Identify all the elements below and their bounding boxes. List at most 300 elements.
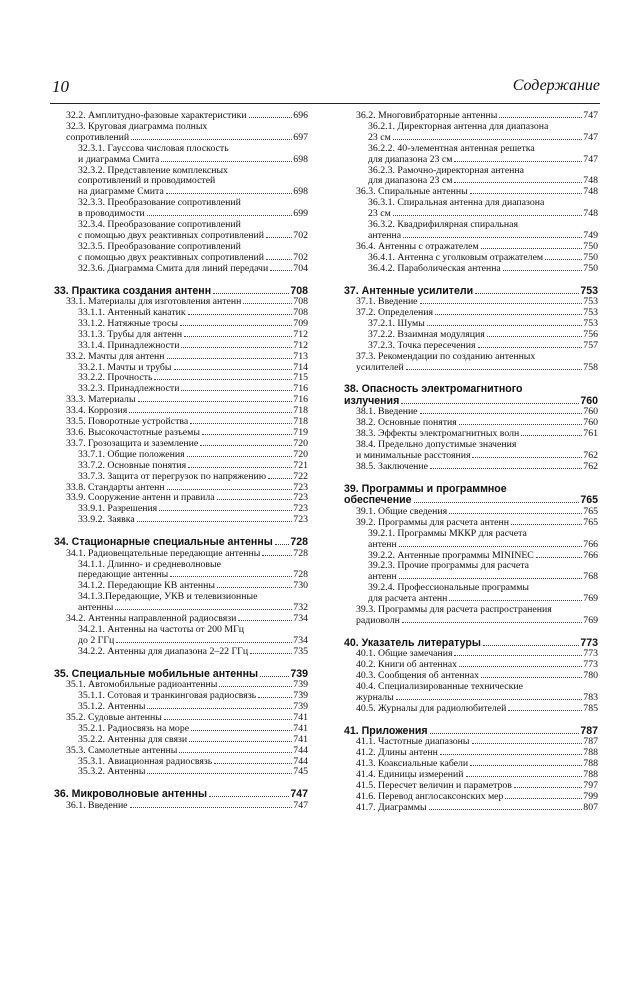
toc-page-number: 712 — [293, 328, 308, 340]
toc-page-number: 747 — [583, 131, 598, 143]
toc-page-number: 715 — [293, 372, 308, 384]
toc-entry — [344, 561, 598, 583]
dot-leader — [393, 215, 583, 216]
toc-entry-title: 41. Приложения — [344, 724, 428, 737]
dot-leader — [217, 587, 292, 588]
dot-leader — [270, 270, 292, 271]
toc-page-number: 765 — [580, 494, 598, 507]
toc-entry-title: 34.2.1. Антенны на частоты от 200 МГц — [78, 623, 245, 635]
dot-leader — [170, 576, 292, 577]
toc-entry — [54, 144, 308, 166]
toc-page-number: 748 — [583, 175, 598, 187]
toc-page-number: 708 — [293, 296, 308, 308]
toc-entry-title: 36.2. Многовибраторные антенны — [356, 110, 498, 121]
toc-entry — [54, 352, 308, 363]
toc-entry-title: 40.5. Журналы для радиолюбителей — [356, 702, 507, 714]
toc-entry — [344, 166, 598, 188]
toc-entry-title: 35.1. Автомобильные радиоантенны — [66, 679, 218, 691]
toc-page-number: 761 — [583, 428, 598, 440]
toc-entry-title: 37.1. Введение — [356, 296, 418, 308]
toc-page-number: 704 — [293, 262, 308, 274]
dot-leader — [475, 293, 579, 294]
dot-leader — [116, 642, 292, 643]
toc-page-number: 762 — [583, 450, 598, 462]
toc-entry-title: 33.3. Материалы — [66, 394, 136, 406]
toc-entry-title: 39.2.1. Программы МККР для расчета — [368, 527, 527, 539]
toc-entry-title: 34. Стационарные специальные антенны — [54, 536, 273, 549]
toc-entry-title: 38.4. Предельно допустимые значения — [356, 439, 517, 451]
header-rule — [50, 103, 600, 104]
toc-page-number: 708 — [293, 307, 308, 318]
dot-leader — [435, 314, 582, 315]
toc-entry-title: 33.1.1. Антенный канатик — [78, 307, 186, 318]
toc-entry-title: 39. Программы и программное — [344, 482, 507, 495]
toc-entry-title: 33.6. Высокочастотные разъемы — [66, 426, 200, 438]
toc-page-number: 723 — [293, 481, 308, 493]
toc-page-number: 702 — [293, 251, 308, 263]
toc-entry-title: 36.2.3. Рамочно-директорная антенна — [368, 164, 525, 176]
toc-entry — [54, 801, 308, 812]
toc-entry — [344, 605, 598, 627]
dot-leader — [249, 117, 293, 118]
toc-entry — [344, 704, 598, 715]
toc-entry-title: 33.5. Поворотные устройства — [66, 416, 189, 428]
toc-entry — [54, 264, 308, 275]
dot-leader — [545, 259, 582, 260]
toc-entry-title: 37.2.2. Взаимная модуляция — [368, 328, 485, 340]
toc-entry-title: 41.6. Перевод англосаксонских мер — [356, 790, 504, 802]
toc-page-number: 807 — [583, 801, 598, 813]
toc-entry-title: 36.4.1. Антенна с уголковым отражателем — [368, 251, 544, 263]
toc-entry-title: 33.2.2. Прочность — [78, 372, 153, 384]
toc-entry-title: 34.2.2. Антенны для диапазона 2–22 ГГц — [78, 645, 249, 657]
toc-page-number: 718 — [293, 416, 308, 428]
toc-page-number: 721 — [293, 459, 308, 471]
dot-leader — [454, 161, 582, 162]
toc-entry-title: 32.3.2. Представление комплексных — [78, 164, 228, 176]
toc-entry-title: 33.7. Грозозащита и заземление — [66, 437, 199, 449]
toc-entry-title: 40.2. Книги об антеннах — [356, 659, 458, 671]
toc-entry — [344, 440, 598, 462]
dot-leader — [164, 719, 293, 720]
toc-entry-title: 38.5. Заключение — [356, 460, 429, 472]
toc-page-number: 769 — [583, 593, 598, 605]
toc-entry-title: антенна — [368, 229, 402, 241]
dot-leader — [147, 708, 292, 709]
toc-entry-title: антенны — [78, 602, 114, 614]
toc-entry-title: 33.8. Стандарты антенн — [66, 481, 165, 493]
dot-leader — [131, 139, 292, 140]
dot-leader — [209, 796, 289, 797]
toc-page-number: 747 — [290, 788, 308, 801]
toc-page-number: 766 — [583, 549, 598, 561]
toc-entry-title: 36.4.2. Параболическая антенна — [368, 262, 501, 274]
dot-leader — [147, 773, 292, 774]
toc-entry-title: 35.3. Самолетные антенны — [66, 744, 178, 756]
toc-entry-title: 33.7.1. Общие положения — [78, 448, 185, 460]
toc-entry — [54, 647, 308, 658]
dot-leader — [213, 293, 289, 294]
toc-entry-title: 33.2. Мачты для антенн — [66, 350, 165, 362]
toc-entry-title: 36.2.1. Директорная антенна для диапазона — [368, 120, 549, 132]
toc-page-number: 748 — [583, 186, 598, 198]
dot-leader — [483, 645, 579, 646]
toc-entry-title: на диаграмме Смита — [78, 186, 164, 198]
toc-left-column — [54, 111, 308, 812]
dot-leader — [260, 676, 289, 677]
toc-entry-title: 33.9.1. Разрешения — [78, 503, 158, 515]
toc-page-number: 739 — [293, 679, 308, 691]
toc-entry-title: 34.1.2. Передающие КВ антенны — [78, 580, 215, 592]
dot-leader — [406, 369, 583, 370]
dot-leader — [238, 620, 292, 621]
toc-entry-title: с помощью двух реактивных сопротивлений — [78, 251, 264, 263]
toc-page-number: 723 — [293, 503, 308, 515]
toc-entry — [344, 682, 598, 704]
toc-right-column — [344, 111, 598, 814]
dot-leader — [190, 423, 292, 424]
toc-entry-title: 35.2.1. Радиосвязь на море — [78, 722, 190, 734]
toc-entry-title: 32.3.4. Преобразование сопротивлений — [78, 219, 241, 231]
toc-entry-title: 32.3. Круговая диаграмма полных — [66, 120, 208, 132]
dot-leader — [478, 347, 583, 348]
toc-page-number: 744 — [293, 755, 308, 767]
toc-entry-title: 32.3.5. Преобразование сопротивлений — [78, 240, 241, 252]
dot-leader — [181, 347, 292, 348]
dot-leader — [174, 369, 293, 370]
toc-entry-title: 33.1.4. Принадлежности — [78, 339, 180, 351]
toc-entry-title: 32.3.1. Гауссова числовая плоскость — [78, 142, 229, 154]
toc-entry — [344, 341, 598, 352]
toc-entry-title: журналы — [356, 691, 394, 703]
toc-page-number: 698 — [293, 186, 308, 198]
toc-entry — [54, 625, 308, 647]
toc-entry-title: 34.2. Антенны направленной радиосвязи — [66, 613, 237, 625]
toc-entry-title: 39.2.4. Профессиональные программы — [368, 582, 529, 594]
dot-leader — [396, 699, 583, 700]
dot-leader — [521, 435, 582, 436]
dot-leader — [219, 686, 292, 687]
toc-entry-title: 33.1. Материалы для изготовления антенн — [66, 296, 242, 308]
toc-entry-title: 41.3. Коаксиальные кабели — [356, 758, 469, 770]
dot-leader — [454, 655, 582, 656]
dot-leader — [466, 776, 583, 777]
toc-page-number: 734 — [293, 634, 308, 646]
toc-page-number: 797 — [583, 779, 598, 791]
toc-page-number: 747 — [293, 799, 308, 811]
toc-page-number: 787 — [580, 724, 598, 737]
dot-leader — [266, 259, 292, 260]
toc-entry — [54, 549, 308, 560]
toc-entry-title: усилителей — [356, 361, 404, 373]
toc-entry-title: 40. Указатель литературы — [344, 636, 481, 649]
dot-leader — [414, 502, 580, 503]
toc-page-number: 735 — [293, 645, 308, 657]
toc-page-number: 756 — [583, 328, 598, 340]
dot-leader — [147, 215, 293, 216]
toc-entry-title: 41.5. Пересчет величин и параметров — [356, 779, 512, 791]
dot-leader — [268, 478, 292, 479]
dot-leader — [214, 763, 292, 764]
toc-entry — [344, 803, 598, 814]
toc-entry-title: 35. Специальные мобильные антенны — [54, 667, 259, 680]
toc-page-number: 723 — [293, 492, 308, 504]
toc-page-number: 760 — [583, 417, 598, 429]
toc-entry-title: 33.1.3. Трубы для антенн — [78, 328, 183, 340]
toc-page-number: 773 — [580, 636, 598, 649]
dot-leader — [487, 336, 583, 337]
toc-entry-title: с помощью двух реактивных сопротивлений — [78, 229, 264, 241]
toc-entry-title: в проводимости — [78, 208, 145, 220]
toc-page-number: 769 — [583, 614, 598, 626]
toc-entry-title: 39.2.2. Антенные программы MININEC — [368, 549, 534, 561]
toc-page-number: 760 — [580, 394, 598, 407]
dot-leader — [200, 445, 292, 446]
toc-page-number: 739 — [293, 701, 308, 712]
dot-leader — [511, 524, 582, 525]
dot-leader — [402, 622, 582, 623]
dot-leader — [167, 489, 293, 490]
toc-page-number: 741 — [293, 711, 308, 723]
toc-entry-title: 37.2.3. Точка пересечения — [368, 339, 476, 351]
toc-page-number: 788 — [583, 769, 598, 780]
dot-leader — [472, 743, 583, 744]
toc-page-number: 716 — [293, 394, 308, 406]
toc-page-number: 750 — [583, 240, 598, 252]
dot-leader — [167, 358, 293, 359]
dot-leader — [449, 513, 582, 514]
toc-entry — [344, 144, 598, 166]
toc-entry-title: сопротивлений — [66, 131, 130, 143]
dot-leader — [159, 510, 292, 511]
toc-entry-title: 35.2.2. Антенны для связи — [78, 733, 188, 745]
toc-chapter-entry — [54, 537, 308, 549]
toc-page-number: 720 — [293, 448, 308, 460]
toc-page-number: 757 — [583, 339, 598, 351]
toc-entry-title: 33. Практика создания антенн — [54, 284, 212, 297]
toc-entry — [344, 462, 598, 473]
dot-leader — [401, 403, 579, 404]
toc-page-number: 750 — [583, 262, 598, 274]
toc-entry-title: 39.3. Программы для расчета распространения — [356, 604, 552, 616]
dot-leader — [250, 653, 292, 654]
toc-page-number: 780 — [583, 670, 598, 682]
toc-page-number: 773 — [583, 659, 598, 671]
dot-leader — [449, 600, 582, 601]
dot-leader — [481, 677, 582, 678]
toc-page-number: 766 — [583, 538, 598, 550]
toc-page-number: 698 — [293, 153, 308, 165]
dot-leader — [181, 390, 292, 391]
toc-page-number: 760 — [583, 406, 598, 418]
toc-page-number: 799 — [583, 790, 598, 802]
dot-leader — [430, 733, 580, 734]
toc-entry — [54, 592, 308, 614]
toc-entry — [344, 529, 598, 551]
toc-page-number: 732 — [293, 602, 308, 614]
toc-page-number: 699 — [293, 208, 308, 220]
toc-page-number: 753 — [580, 284, 598, 297]
toc-entry-title: 35.3.1. Авиационная радиосвязь — [78, 755, 213, 767]
toc-page-number: 734 — [293, 613, 308, 625]
toc-page-number: 723 — [293, 514, 308, 526]
dot-leader — [514, 787, 582, 788]
toc-page-number: 719 — [293, 426, 308, 438]
toc-entry-title: 37. Антенные усилители — [344, 284, 474, 297]
dot-leader — [470, 193, 583, 194]
dot-leader — [266, 237, 292, 238]
toc-page-number: 768 — [583, 571, 598, 583]
toc-entry-title: для расчета антенн — [368, 593, 448, 605]
toc-entry-title: и диаграмма Смита — [78, 153, 160, 165]
toc-page-number: 728 — [293, 547, 308, 559]
dot-leader — [217, 499, 293, 500]
toc-page-number: 787 — [583, 736, 598, 748]
toc-page-number: 783 — [583, 691, 598, 703]
toc-entry-title: до 2 ГГц — [78, 634, 115, 646]
toc-entry-title: излучения — [344, 394, 400, 407]
toc-entry-title: 38. Опасность электромагнитного — [344, 383, 523, 396]
toc-page-number: 765 — [583, 516, 598, 528]
toc-page-number: 696 — [293, 110, 308, 121]
toc-entry-title: для диапазона 23 см — [368, 175, 453, 187]
toc-entry — [54, 746, 308, 757]
toc-entry-title: для диапазона 23 см — [368, 153, 453, 165]
toc-entry — [54, 242, 308, 264]
toc-entry-title: 23 см — [368, 131, 391, 143]
toc-entry-title: 37.3. Рекомендации по созданию антенных — [356, 350, 536, 362]
dot-leader — [454, 182, 582, 183]
toc-entry-title: и минимальные расстояния — [356, 450, 471, 462]
toc-entry — [54, 341, 308, 352]
toc-page-number: 697 — [293, 131, 308, 143]
toc-entry — [54, 735, 308, 746]
dot-leader — [508, 710, 582, 711]
toc-entry — [54, 560, 308, 582]
dot-leader — [393, 139, 583, 140]
toc-entry-title: антенн — [368, 538, 397, 550]
toc-entry-title: 39.1. Общие сведения — [356, 505, 448, 517]
dot-leader — [420, 413, 583, 414]
toc-entry-title: 41.4. Единицы измерений — [356, 769, 464, 780]
toc-page-number: 788 — [583, 747, 598, 759]
toc-page-number: 747 — [583, 153, 598, 165]
toc-entry — [54, 515, 308, 526]
toc-entry-title: 38.1. Введение — [356, 406, 418, 418]
page-number: 10 — [52, 77, 69, 96]
toc-page-number: 745 — [293, 766, 308, 778]
toc-entry-title: 36.1. Введение — [66, 799, 128, 811]
toc-entry-title: 32.3.3. Преобразование сопротивлений — [78, 197, 241, 209]
dot-leader — [243, 303, 292, 304]
toc-entry-title: 36.3.1. Спиральная антенна для диапазона — [368, 197, 545, 209]
toc-page-number: 762 — [583, 460, 598, 472]
toc-entry-title: 36.4. Антенны с отражателем — [356, 240, 479, 252]
toc-page-number: 728 — [293, 569, 308, 581]
dot-leader — [275, 544, 290, 545]
dot-leader — [138, 401, 293, 402]
toc-entry-title: 35.1.2. Антенны — [78, 701, 146, 712]
toc-entry — [54, 461, 308, 472]
dot-leader — [503, 270, 583, 271]
toc-entry — [344, 198, 598, 220]
toc-page-number: 750 — [583, 251, 598, 263]
dot-leader — [427, 325, 582, 326]
toc-entry — [344, 122, 598, 144]
dot-leader — [188, 314, 293, 315]
toc-entry-title: обеспечение — [344, 494, 412, 507]
toc-entry-title: антенн — [368, 571, 397, 583]
toc-page-number: 758 — [583, 361, 598, 373]
dot-leader — [180, 325, 292, 326]
toc-entry-title: 33.1.2. Натяжные тросы — [78, 317, 178, 329]
toc-entry-title: 36.3.2. Квадрифилярная спиральная — [368, 219, 518, 231]
toc-entry-title: 39.2. Программы для расчета антенн — [356, 516, 510, 528]
toc-entry-title: 39.2.3. Прочие программы для расчета — [368, 560, 529, 572]
toc-entry-title: 23 см — [368, 208, 391, 220]
dot-leader — [470, 765, 582, 766]
dot-leader — [191, 730, 292, 731]
dot-leader — [137, 521, 293, 522]
dot-leader — [166, 193, 292, 194]
toc-entry-title: 34.1.3.Передающие, УКВ и телевизионные — [78, 591, 258, 603]
dot-leader — [536, 557, 582, 558]
toc-entry-title: 32.3.6. Диаграмма Смита для линий передачи — [78, 262, 269, 274]
toc-page-number: 748 — [583, 208, 598, 220]
toc-page-number: 730 — [293, 580, 308, 592]
dot-leader — [505, 798, 582, 799]
toc-page-number: 753 — [583, 317, 598, 329]
dot-leader — [129, 412, 292, 413]
toc-page-number: 753 — [583, 296, 598, 308]
toc-page-number: 739 — [293, 690, 308, 702]
toc-entry — [344, 583, 598, 605]
toc-entry — [54, 220, 308, 242]
dot-leader — [472, 457, 582, 458]
dot-leader — [481, 248, 583, 249]
dot-leader — [202, 434, 292, 435]
toc-page-number: 718 — [293, 405, 308, 417]
toc-entry-title: радиоволн — [356, 614, 400, 626]
dot-leader — [499, 117, 582, 118]
toc-page-number: 739 — [290, 667, 308, 680]
dot-leader — [459, 666, 582, 667]
toc-entry-title: 34.1. Радиовещательные передающие антенны — [66, 547, 261, 559]
toc-page-number: 712 — [293, 339, 308, 351]
toc-page-number: 788 — [583, 758, 598, 770]
dot-leader — [179, 752, 292, 753]
dot-leader — [130, 807, 293, 808]
toc-entry — [344, 352, 598, 374]
dot-leader — [189, 741, 292, 742]
toc-entry-title: 33.2.3. Принадлежности — [78, 383, 180, 395]
toc-page-number: 716 — [293, 383, 308, 395]
toc-page-number: 747 — [583, 110, 598, 121]
toc-entry-title: 33.4. Коррозия — [66, 405, 128, 417]
toc-page-number: 728 — [290, 536, 308, 549]
toc-entry — [54, 198, 308, 220]
toc-entry-title: 35.3.2. Антенны — [78, 766, 146, 778]
dot-leader — [161, 161, 292, 162]
toc-page-number: 785 — [583, 702, 598, 714]
toc-entry — [54, 166, 308, 199]
toc-entry-title: 32.2. Амплитудно-фазовые характеристики — [66, 110, 247, 121]
dot-leader — [115, 609, 292, 610]
dot-leader — [429, 809, 583, 810]
toc-chapter-entry — [344, 484, 598, 507]
dot-leader — [399, 546, 583, 547]
toc-entry-title: 33.9.2. Заявка — [78, 514, 135, 526]
